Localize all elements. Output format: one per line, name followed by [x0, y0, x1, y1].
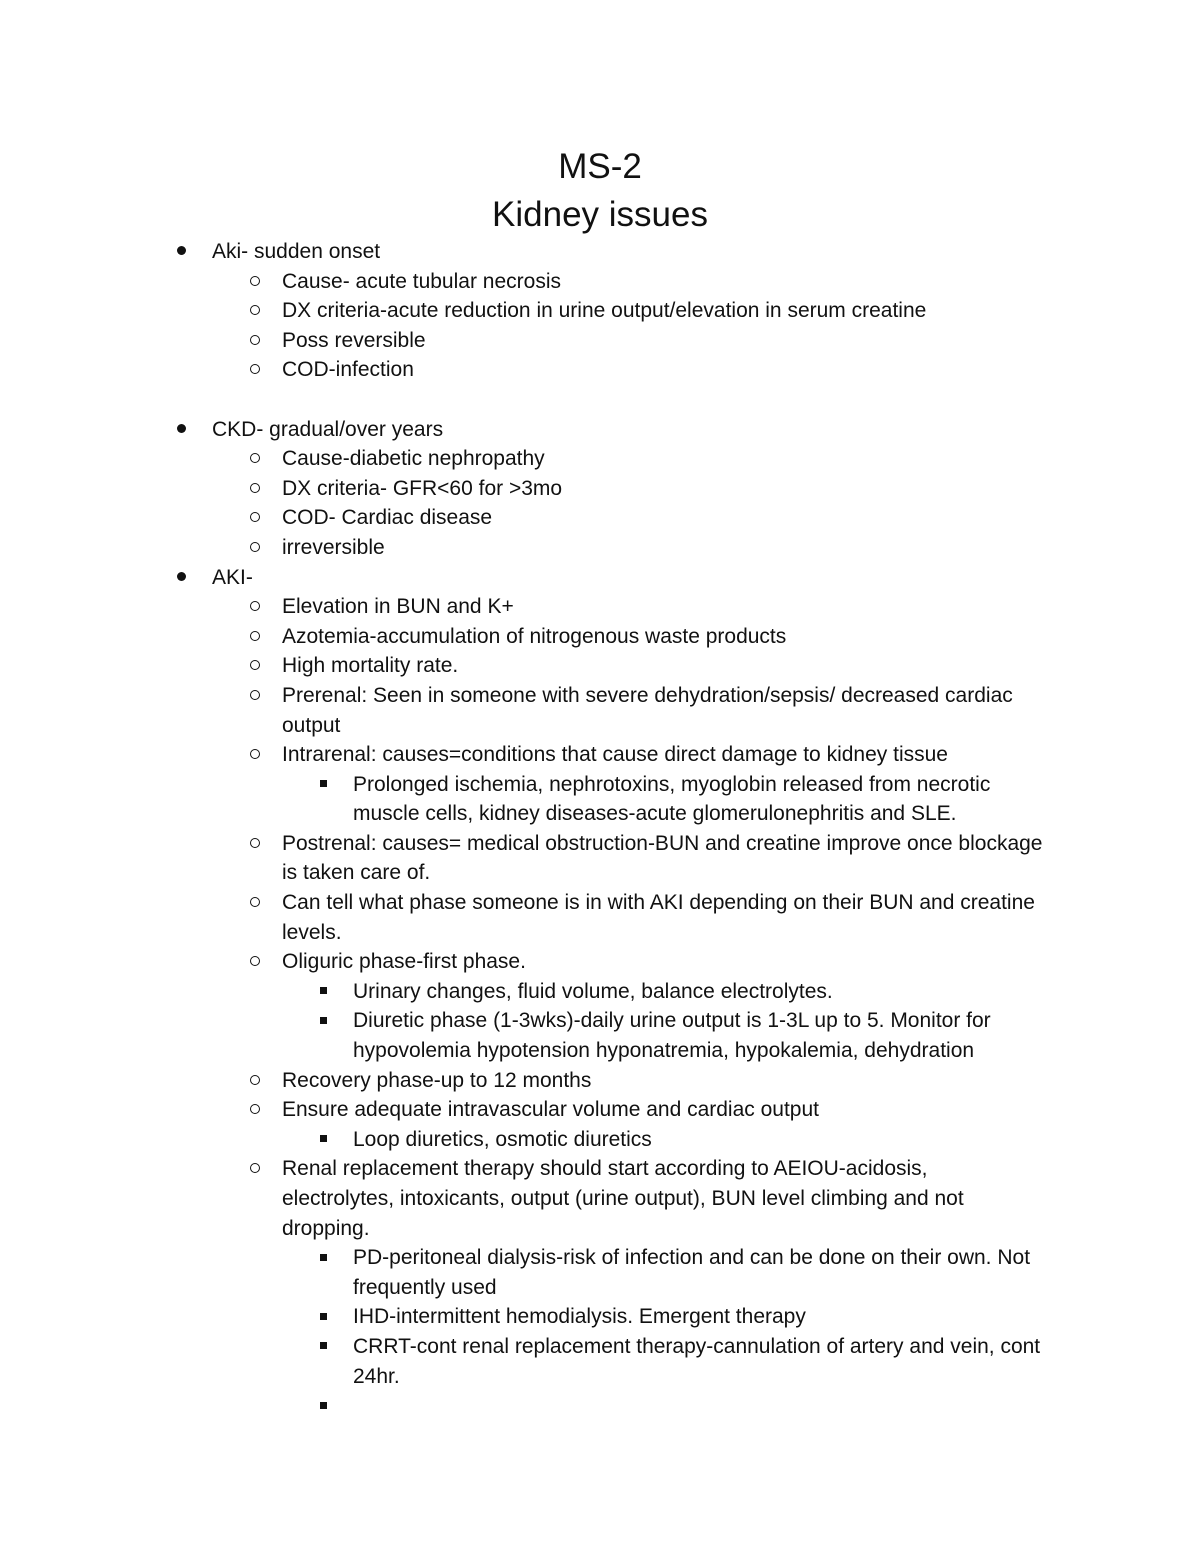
bullet-circle-icon — [240, 651, 270, 681]
list-item-text: High mortality rate. — [282, 654, 459, 678]
list-item-level-2 — [0, 888, 1200, 918]
bullet-circle-icon — [240, 740, 270, 770]
list-item-text: hypovolemia hypotension hyponatremia, hypokalemia, dehydration — [353, 1039, 975, 1063]
list-item-text: Azotemia-accumulation of nitrogenous waste products — [282, 624, 787, 648]
list-item-text: is taken care of. — [282, 861, 431, 885]
list-item-text: Oliguric phase-first phase. — [282, 950, 526, 974]
bullet-circle-icon — [240, 681, 270, 711]
bullet-square-icon — [308, 1302, 338, 1332]
list-item-continuation — [0, 1362, 1200, 1392]
list-item-level-1 — [0, 563, 1200, 593]
list-item-text: Prerenal: Seen in someone with severe dehydration/sepsis/ decreased cardiac — [282, 683, 1013, 707]
list-item-level-1 — [0, 415, 1200, 445]
bullet-circle-icon — [240, 888, 270, 918]
list-item-level-2 — [0, 740, 1200, 770]
list-item-level-1 — [0, 237, 1200, 267]
document-title: MS-2 — [558, 147, 642, 186]
list-item-text: PD-peritoneal dialysis-risk of infection and can be done on their own. Not — [353, 1246, 1031, 1270]
list-item-continuation — [0, 918, 1200, 948]
list-item-text: DX criteria- GFR<60 for >3mo — [282, 476, 563, 500]
list-item-text: irreversible — [282, 535, 385, 559]
bullet-circle-icon — [240, 503, 270, 533]
bullet-circle-icon — [240, 533, 270, 563]
list-item-text: CRRT-cont renal replacement therapy-cannulation of artery and vein, cont — [353, 1334, 1041, 1358]
list-item-text: 24hr. — [353, 1364, 400, 1388]
bullet-dot-icon — [166, 237, 196, 267]
list-item-level-2 — [0, 503, 1200, 533]
list-item-continuation — [0, 711, 1200, 741]
bullet-circle-icon — [240, 326, 270, 356]
list-item-text: dropping. — [282, 1216, 370, 1240]
bullet-square-icon — [308, 1006, 338, 1036]
list-item-level-2 — [0, 1095, 1200, 1125]
list-item-text: Poss reversible — [282, 328, 426, 352]
list-item-text: muscle cells, kidney diseases-acute glomerulonephritis and SLE. — [353, 802, 957, 826]
list-item-level-2 — [0, 947, 1200, 977]
list-item-text: AKI- — [212, 565, 253, 589]
list-item-level-3 — [0, 977, 1200, 1007]
bullet-circle-icon — [240, 829, 270, 859]
list-item-text: electrolytes, intoxicants, output (urine output), BUN level climbing and not — [282, 1187, 964, 1210]
list-item-level-3 — [0, 1391, 1200, 1421]
list-item-text: COD-infection — [282, 358, 414, 382]
list-item-text: Ensure adequate intravascular volume and cardiac output — [282, 1098, 819, 1122]
list-item-continuation — [0, 1184, 1200, 1214]
bullet-circle-icon — [240, 947, 270, 977]
list-item-text: Can tell what phase someone is in with AKI depending on their BUN and creatine — [282, 891, 1035, 915]
list-item-continuation — [0, 1214, 1200, 1244]
list-item-level-3 — [0, 1332, 1200, 1362]
bullet-square-icon — [308, 1332, 338, 1362]
title-block — [0, 143, 1200, 239]
bullet-square-icon — [308, 770, 338, 800]
bullet-circle-icon — [240, 1095, 270, 1125]
bullet-square-icon — [308, 1125, 338, 1155]
bullet-circle-icon — [240, 444, 270, 474]
bullet-square-icon — [308, 977, 338, 1007]
list-item-text: DX criteria-acute reduction in urine output/elevation in serum creatine — [282, 299, 927, 323]
list-item-text: Urinary changes, fluid volume, balance electrolytes. — [353, 979, 833, 1003]
list-item-text: IHD-intermittent hemodialysis. Emergent therapy — [353, 1305, 806, 1329]
bullet-circle-icon — [240, 474, 270, 504]
list-item-level-3 — [0, 770, 1200, 800]
list-item-level-3 — [0, 1302, 1200, 1332]
list-item-text: Aki- sudden onset — [212, 240, 381, 263]
bullet-circle-icon — [240, 1154, 270, 1184]
bullet-circle-icon — [240, 355, 270, 385]
list-item-level-2 — [0, 326, 1200, 356]
list-item-level-3 — [0, 1006, 1200, 1036]
list-item-level-2 — [0, 829, 1200, 859]
list-item-text: Elevation in BUN and K+ — [282, 595, 514, 619]
list-item-text: Cause-diabetic nephropathy — [282, 447, 545, 471]
bullet-dot-icon — [166, 563, 196, 593]
bullet-circle-icon — [240, 296, 270, 326]
list-item-text: COD- Cardiac disease — [282, 506, 493, 530]
list-item-text: Postrenal: causes= medical obstruction-BUN and creatine improve once blockage — [282, 831, 1043, 855]
list-item-level-2 — [0, 622, 1200, 652]
list-item-level-2 — [0, 355, 1200, 385]
list-item-level-2 — [0, 474, 1200, 504]
list-item-text: levels. — [282, 920, 342, 944]
blank-line — [0, 385, 1200, 415]
list-item-level-2 — [0, 592, 1200, 622]
list-item-continuation — [0, 858, 1200, 888]
list-item-text: Prolonged ischemia, nephrotoxins, myoglobin released from necrotic — [353, 772, 991, 796]
list-item-text: Cause- acute tubular necrosis — [282, 269, 561, 293]
list-item-text: Loop diuretics, osmotic diuretics — [353, 1127, 652, 1151]
list-item-level-2 — [0, 444, 1200, 474]
list-item-text: Intrarenal: causes=conditions that cause direct damage to kidney tissue — [282, 743, 948, 767]
list-item-text: CKD- gradual/over years — [212, 417, 444, 441]
bullet-square-icon — [308, 1243, 338, 1273]
bullet-circle-icon — [240, 592, 270, 622]
document-subtitle: Kidney issues — [492, 195, 708, 234]
list-item-level-2 — [0, 267, 1200, 297]
list-item-text: Recovery phase-up to 12 months — [282, 1068, 592, 1092]
list-item-text: Renal replacement therapy should start according to AEIOU-acidosis, — [282, 1157, 928, 1181]
list-item-level-3 — [0, 1243, 1200, 1273]
bullet-dot-icon — [166, 415, 196, 445]
list-item-level-2 — [0, 651, 1200, 681]
bullet-list — [0, 237, 1200, 1421]
list-item-continuation — [0, 1273, 1200, 1303]
list-item-level-3 — [0, 1125, 1200, 1155]
list-item-continuation — [0, 799, 1200, 829]
list-item-level-2 — [0, 1066, 1200, 1096]
list-item-text: Diuretic phase (1-3wks)-daily urine output is 1-3L up to 5. Monitor for — [353, 1009, 991, 1033]
list-item-text: frequently used — [353, 1275, 497, 1299]
list-item-level-2 — [0, 681, 1200, 711]
bullet-circle-icon — [240, 267, 270, 297]
list-item-text: output — [282, 713, 341, 737]
list-item-continuation — [0, 1036, 1200, 1066]
bullet-square-icon — [308, 1391, 338, 1421]
list-item-level-2 — [0, 533, 1200, 563]
bullet-circle-icon — [240, 622, 270, 652]
list-item-level-2 — [0, 1154, 1200, 1184]
bullet-circle-icon — [240, 1066, 270, 1096]
list-item-level-2 — [0, 296, 1200, 326]
